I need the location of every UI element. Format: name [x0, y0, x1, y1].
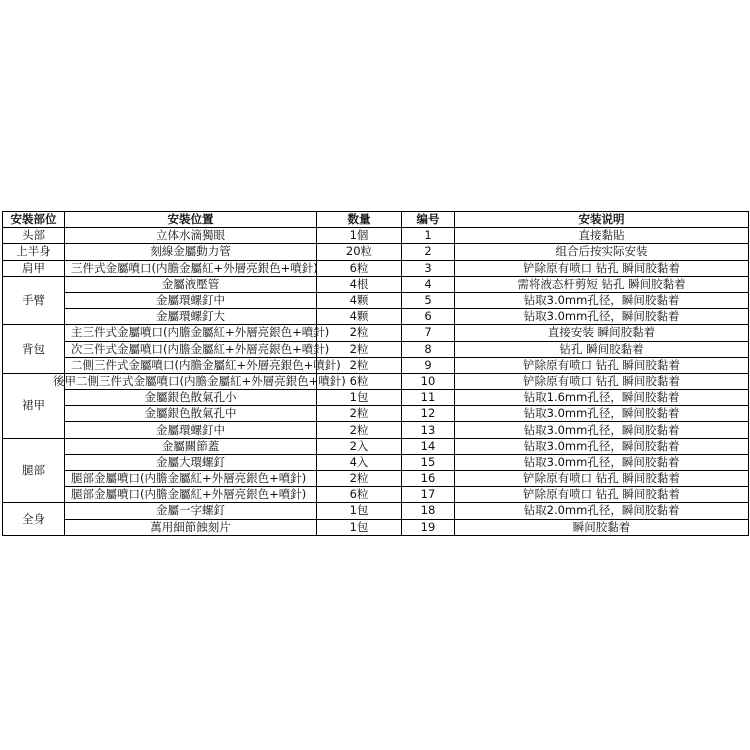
qty-cell: 6粒: [317, 487, 402, 503]
table-body: [3, 228, 749, 536]
location-cell: 立体水滴獨眼: [65, 228, 317, 244]
table-row: [3, 309, 749, 325]
header-desc: 安装说明: [455, 212, 749, 228]
location-cell: 金屬銀色散氣孔小: [65, 390, 317, 406]
part-cell: 腿部: [3, 438, 65, 503]
qty-cell: 6粒: [317, 260, 402, 276]
number-cell: 8: [402, 341, 455, 357]
qty-cell: 20粒: [317, 244, 402, 260]
description-cell: 钻取3.0mm孔径，瞬间胶黏着: [455, 422, 749, 438]
part-cell: 手臂: [3, 276, 65, 325]
table-row: [3, 519, 749, 535]
location-cell: 金屬一字螺釘: [65, 503, 317, 519]
table-header-row: [3, 212, 749, 228]
number-cell: 10: [402, 373, 455, 389]
qty-cell: 1包: [317, 519, 402, 535]
table-row: [3, 406, 749, 422]
table-row: [3, 390, 749, 406]
location-cell: 金屬環螺釘中: [65, 422, 317, 438]
number-cell: 19: [402, 519, 455, 535]
location-cell: 三件式金屬噴口(内膽金屬紅+外層亮銀色+噴針): [65, 260, 317, 276]
qty-cell: 2粒: [317, 357, 402, 373]
qty-cell: 2入: [317, 438, 402, 454]
qty-cell: 4入: [317, 454, 402, 470]
description-cell: 钻取3.0mm孔径，瞬间胶黏着: [455, 438, 749, 454]
location-cell: 腿部金屬噴口(内膽金屬紅+外層亮銀色+噴針): [65, 487, 317, 503]
description-cell: 直接安装 瞬间胶黏着: [455, 325, 749, 341]
description-cell: 钻取3.0mm孔径，瞬间胶黏着: [455, 292, 749, 308]
table-row: [3, 341, 749, 357]
number-cell: 13: [402, 422, 455, 438]
table-row: [3, 454, 749, 470]
number-cell: 16: [402, 471, 455, 487]
table-row: [3, 260, 749, 276]
number-cell: 12: [402, 406, 455, 422]
number-cell: 1: [402, 228, 455, 244]
header-no: 编号: [402, 212, 455, 228]
number-cell: 11: [402, 390, 455, 406]
qty-cell: 1包: [317, 503, 402, 519]
description-cell: 钻取3.0mm孔径，瞬间胶黏着: [455, 309, 749, 325]
part-cell: 上半身: [3, 244, 65, 260]
number-cell: 7: [402, 325, 455, 341]
part-cell: 背包: [3, 325, 65, 374]
header-qty: 数量: [317, 212, 402, 228]
number-cell: 5: [402, 292, 455, 308]
part-cell: 全身: [3, 503, 65, 535]
location-cell: 二側三件式金屬噴口(内膽金屬紅+外層亮銀色+噴針): [65, 357, 317, 373]
description-cell: 钻取3.0mm孔径，瞬间胶黏着: [455, 454, 749, 470]
qty-cell: 1包: [317, 390, 402, 406]
table-row: [3, 276, 749, 292]
location-cell: 金屬環螺釘中: [65, 292, 317, 308]
table-row: [3, 373, 749, 389]
number-cell: 18: [402, 503, 455, 519]
location-cell: 次三件式金屬噴口(内膽金屬紅+外層亮銀色+噴針): [65, 341, 317, 357]
qty-cell: 4颗: [317, 309, 402, 325]
description-cell: 需将液态杆剪短 钻孔 瞬间胶黏着: [455, 276, 749, 292]
table-row: [3, 244, 749, 260]
qty-cell: 4颗: [317, 292, 402, 308]
table-row: [3, 487, 749, 503]
location-cell: 金屬銀色散氣孔中: [65, 406, 317, 422]
description-cell: 直接黏貼: [455, 228, 749, 244]
number-cell: 2: [402, 244, 455, 260]
description-cell: 钻取3.0mm孔径，瞬间胶黏着: [455, 406, 749, 422]
number-cell: 17: [402, 487, 455, 503]
number-cell: 15: [402, 454, 455, 470]
qty-cell: 2粒: [317, 422, 402, 438]
qty-cell: 2粒: [317, 325, 402, 341]
location-cell: 金屬液壓管: [65, 276, 317, 292]
location-cell: 萬用細節蝕刻片: [65, 519, 317, 535]
qty-cell: 2粒: [317, 406, 402, 422]
description-cell: 铲除原有喷口 钻孔 瞬间胶黏着: [455, 373, 749, 389]
installation-table: [2, 211, 749, 536]
location-cell: 腿部金屬噴口(内膽金屬紅+外層亮銀色+噴針): [65, 471, 317, 487]
description-cell: 钻取1.6mm孔径，瞬间胶黏着: [455, 390, 749, 406]
qty-cell: 2粒: [317, 341, 402, 357]
number-cell: 6: [402, 309, 455, 325]
description-cell: 瞬间胶黏着: [455, 519, 749, 535]
qty-cell: 1個: [317, 228, 402, 244]
table-row: [3, 422, 749, 438]
location-cell: 主三件式金屬噴口(内膽金屬紅+外層亮銀色+噴針): [65, 325, 317, 341]
table-row: [3, 325, 749, 341]
number-cell: 9: [402, 357, 455, 373]
location-cell: 金屬環螺釘大: [65, 309, 317, 325]
location-cell: 後甲二側三件式金屬噴口(内膽金屬紅+外層亮銀色+噴針): [53, 373, 346, 388]
description-cell: 铲除原有喷口 钻孔 瞬间胶黏着: [455, 471, 749, 487]
header-part: 安裝部位: [3, 212, 65, 228]
description-cell: 铲除原有喷口 钻孔 瞬间胶黏着: [455, 487, 749, 503]
description-cell: 铲除原有喷口 钻孔 瞬间胶黏着: [455, 357, 749, 373]
part-cell: 头部: [3, 228, 65, 244]
location-cell: 刻線金屬動力管: [65, 244, 317, 260]
number-cell: 4: [402, 276, 455, 292]
table-row: [3, 438, 749, 454]
part-cell: 裙甲: [3, 373, 65, 438]
qty-cell: 6粒: [317, 373, 402, 389]
description-cell: 组合后按实际安装: [455, 244, 749, 260]
qty-cell: 2粒: [317, 471, 402, 487]
location-cell: 金屬關節蓋: [65, 438, 317, 454]
table-row: [3, 471, 749, 487]
description-cell: 钻取2.0mm孔径，瞬间胶黏着: [455, 503, 749, 519]
location-cell: 金屬大環螺釘: [65, 454, 317, 470]
header-location: 安裝位置: [65, 212, 317, 228]
table-row: [3, 357, 749, 373]
description-cell: 铲除原有喷口 钻孔 瞬间胶黏着: [455, 260, 749, 276]
description-cell: 钻孔 瞬间胶黏着: [455, 341, 749, 357]
table-row: [3, 228, 749, 244]
number-cell: 14: [402, 438, 455, 454]
number-cell: 3: [402, 260, 455, 276]
installation-table-container: [2, 211, 748, 536]
part-cell: 肩甲: [3, 260, 65, 276]
table-row: [3, 503, 749, 519]
qty-cell: 4根: [317, 276, 402, 292]
table-row: [3, 292, 749, 308]
